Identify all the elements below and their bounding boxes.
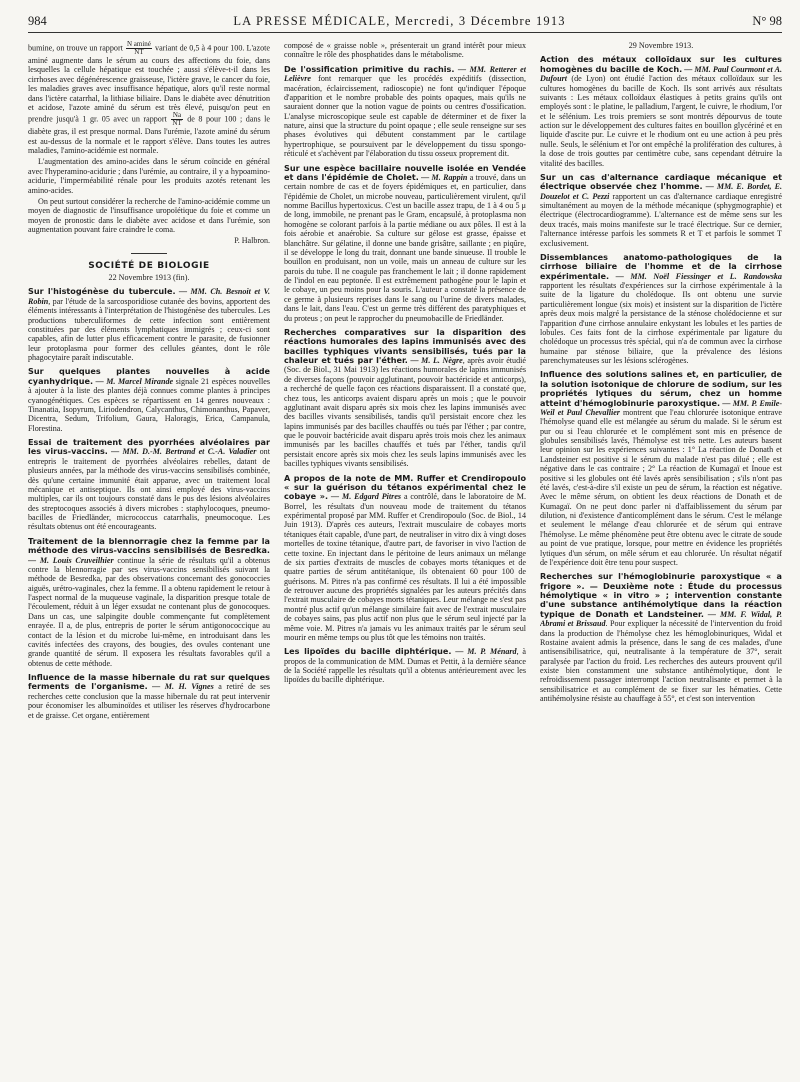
article-text: a contrôlé, dans le laboratoire de M. Borrel, les résultats d'un nouveau mode de traitement du tétanos expérimental proposé par MM. Ruffer et Crendiropoulo (Soc. de Biol., 14 Juin 1913). D'après ces auteurs, l'extrait musculaire de cobayes morts tétaniques était capable, d'une part, de neutraliser in vitro dix à vingt doses mortelles de toxine tétanique, d'autre part, de favoriser in vivo l'action de cette toxine. En injectant dans le péritoine de leurs animaux un mélange de six parties d'extraits de muscles de cobayes morts tétaniques et de quatre parties de sérum antitétanique, ils obtenaient 60 pour 100 de guérisons. M. Pitres n'a pas confirmé ces résultats. Il lui a été impossible de retrouver aucune des propriétés signalées par les auteurs précités dans l'extrait musculaire de cobayes morts tétaniques. Leur mélange ne s'est pas montré plus actif qu'un mélange similaire fait avec de l'extrait musculaire de cobayes sains, pas plus actif non plus que le sérum seul injecté par la même voie. M. Pitres n'a jamais vu les animaux traités par le sérum seul mourir en même temps ou plus tôt que les témoins non traités. bbox=[284, 492, 526, 642]
article-title: Influence des solutions salines et, en particulier, de la solution isotonique de chlorure de sodium, sur les propriétés lytiques du sérum, chez un homme atteint d'hémoglobinurie paroxystique. bbox=[540, 369, 782, 408]
article-authors: — MM. P. Emile-Weil et Paul Chevallier bbox=[540, 398, 782, 417]
divider bbox=[131, 253, 167, 254]
article-text: signale 21 espèces nouvelles à ajouter à la liste des plantes déjà connues comme plantes à principes cyanogénétiques. Ces espèces se répartissent en 14 genres nouveaux : Tinanatia, Isopyrum, Liriodendron, Calycanthus, Chimonanthus, Papaver, Dicentra, Sedum, Trifolium, Gaura, Haloragis, Erica, Campanula, Florestina. bbox=[28, 376, 270, 433]
article bbox=[284, 164, 526, 323]
article-body bbox=[28, 673, 270, 720]
text-columns bbox=[28, 41, 782, 1081]
fraction-denominator: NT bbox=[134, 48, 144, 56]
article-title: Sur une espèce bacillaire nouvelle isolée en Vendée et dans l'épidémie de Cholet. bbox=[284, 162, 526, 182]
article-title: Sur quelques plantes nouvelles à acide cyanhydrique. bbox=[28, 366, 270, 386]
fraction-na-nt bbox=[171, 112, 182, 127]
article-body bbox=[28, 367, 270, 433]
article bbox=[540, 572, 782, 703]
article bbox=[284, 65, 526, 159]
article-text: rapportent les résultats d'expériences sur la cirrhose expérimentale à la suite de la ligature du cholédoque. Ils ont obtenu une survie particulièrement longue (six mois) et insistent sur la disparition de l'ictère après deux mois malgré la persistance de la sténose cholédocienne et sur l'apparition d'une cirrhose annulaire enkystant les lobules et les parties de lobules. Ces faits font de la cirrhose expérimentale par ligature du cholédoque un processus très spécial, qui n'a de commun avec la cirrhose humaine par sténose biliaire, que la prévalence des lésions parenchymateuses sur les lésions sclérogènes. bbox=[540, 281, 782, 365]
article-text: . Pour expliquer la nécessité de l'intervention du froid dans la production de l'hémolyse chez les hémoglobinuriques, Widal et Rostaine avaient admis la présence, dans le sang de ces malades, d'une antisensibilisatrice, qui, neutralisante à la température de 37°, serait paralysée par l'action du froid. Les recherches des auteurs prouvent qu'il existe bien constamment une substance antihémolytique, dont le refroidissement passager interrompt l'action neutralisante et permet à la sensibilisatrice et au complément de se fixer sur les hématies. Cette antihémolysine résiste au chauffage à 55°, et c'est son intervention bbox=[540, 619, 782, 704]
article-body bbox=[540, 173, 782, 248]
article-body bbox=[540, 55, 782, 168]
article-authors: — MM. Retterer et Lelièvre bbox=[284, 64, 526, 84]
column-3 bbox=[540, 41, 782, 1081]
issue-number: N° 98 bbox=[752, 14, 782, 28]
author-signature: P. Halbron. bbox=[234, 236, 270, 246]
intro-text-a: bumine, on trouve un rapport bbox=[28, 43, 123, 53]
article-body bbox=[284, 65, 526, 159]
article-authors: — M. Edgard Pitres bbox=[331, 492, 402, 502]
article-authors: — M. Marcel Mirande bbox=[95, 376, 174, 386]
article-authors: — M. Louis Cruveilhier bbox=[28, 555, 114, 565]
article bbox=[284, 328, 526, 469]
article-body bbox=[28, 537, 270, 668]
article-title: Les lipoïdes du bacille diphtérique. bbox=[284, 646, 452, 657]
article bbox=[28, 367, 270, 433]
session-date: 29 Novembre 1913. bbox=[628, 41, 694, 50]
article-title: Sur l'histogénèse du tubercule. bbox=[28, 286, 176, 297]
journal-title: LA PRESSE MÉDICALE, Mercredi, 3 Décembre 1913 bbox=[233, 14, 566, 28]
article-text: , après avoir étudié (Soc. de Biol., 31 Mai 1913) les réactions humorales de lapins immunisés de diverses façons (pouvoir agglutinant, pouvoir bactéricide et anticorps), a recherché de quelle façon ces réactions disparaissent. Il a constaté que, chez tous, les anticorps avaient disparu après un mois ; que le pouvoir agglutinant avait disparu après six mois chez les lapins immunisés avec des bacilles vivants sensibilisés, tandis qu'il persistait encore chez les lapins immunisés par des bacilles chauffés ou tués par l'éther ; par contre, que le pouvoir bactéricide avait disparu après trois mois chez les animaux immunisés par les bacilles chauffés et tués par l'éther, tandis qu'il persistait encore après six mois chez les seuls lapins immunisés avec les bacilles typhiques vivants sensibilisés. bbox=[284, 356, 526, 469]
article-body bbox=[284, 647, 526, 685]
intro-text-c: de 8 pour 100 ; dans le diabète gras, il est presque normal. Dans l'urémie, l'azote aminé du sérum est au-dessus de la normale et le rapport s'élève. Dans toutes les autres maladies, l'amino-acidémie est normale. bbox=[28, 114, 270, 155]
article-text: continue la série de résultats qu'il a obtenus contre la blennorragie par ses virus-vaccins sensibilisés suivant la méthode de Besredka, par des observations concernant des gonococcies aiguës, urétro-vaginales, chez la femme. Il a obtenu rapidement le retour à l'aspect normal de la muqueuse vaginale, la disparition presque totale de l'écoulement, réduit à un léger exsudat ne contenant plus de gonocoques. Dans un cas, une salpingite double commençante fut complètement enrayée. Il a, de plus, entrepris de porter le sérum antigonococcique au contact de la lésion et du microbe lui-même, en introduisant dans les cavités infectées des crayons, des bougies, des ovules contenant une grande quantité de sérum. Il exposera les résultats favorables qu'il a obtenus de cette méthode. bbox=[28, 555, 270, 668]
column-1 bbox=[28, 41, 270, 1081]
continued-paragraph: composé de « graisse noble », présenterait un grand intérêt pour mieux connaître le rôle des phosphatides dans le métabolisme. bbox=[284, 41, 526, 60]
article-text: a retiré de ses recherches cette conclusion que la masse hibernale du rat peut intervenir pour économiser les albuminoïdes et utiliser les réserves d'hydrocarbone et de graisse. Cet organe, entièrement bbox=[28, 682, 270, 720]
fraction-numerator: Na bbox=[172, 111, 182, 120]
article-list bbox=[540, 55, 782, 703]
article-authors: — M. P. Ménard bbox=[455, 647, 517, 657]
fraction-numerator: N aminé bbox=[127, 41, 151, 48]
article-authors: — MM. E. Bordet, E. Douzelot et C. Pezzi bbox=[540, 182, 782, 201]
fraction-n-amine-nt bbox=[126, 41, 152, 56]
article-body bbox=[540, 370, 782, 567]
article bbox=[540, 173, 782, 248]
fraction-denominator: NT bbox=[172, 119, 182, 128]
article bbox=[540, 253, 782, 366]
article-body bbox=[28, 287, 270, 362]
article-title: Action des métaux colloïdaux sur les cultures homogènes du bacille de Koch. bbox=[540, 54, 782, 74]
section-title: SOCIÉTÉ DE BIOLOGIE bbox=[88, 260, 210, 271]
article bbox=[28, 537, 270, 668]
article bbox=[28, 287, 270, 362]
article-text: rapportent un cas d'alternance cardiaque enregistré simultanément au moyen de la méthode mécanique (sphygmographie) et électrique (électrocardiogramme). L'alternance est de même sens sur les deux tracés, mais moins manifeste sur le tracé électrique. Sur ce dernier, l'alternance intéresse parfois les sommets R et T et parfois le sommet T exclusivement. bbox=[540, 191, 782, 248]
article-title: Recherches comparatives sur la disparition des réactions humorales des lapins immunisés avec des bacilles typhiques vivants sensibilisés, tués par la chaleur et tués par l'éther. bbox=[284, 326, 526, 365]
article-title: A propos de la note de MM. Ruffer et Crendiropoulo « sur la guérison du tétanos expérimental chez le cobaye ». bbox=[284, 472, 526, 502]
article-authors: — MM. D.-M. Bertrand et C.-A. Valadier bbox=[111, 447, 257, 457]
article bbox=[540, 55, 782, 168]
article-title: Recherches sur l'hémoglobinurie paroxystique « a frigore ». — Deuxième note : Étude du processus hémolytique « in vitro » ; intervention constante d'une substance antihémolytique dans la réaction typique de Donath et Landsteiner. bbox=[540, 571, 782, 619]
article-title: Essai de traitement des pyorrhées alvéolaires par les virus-vaccins. bbox=[28, 437, 270, 457]
article bbox=[284, 474, 526, 643]
column-2 bbox=[284, 41, 526, 1081]
article-text: (de Lyon) ont étudié l'action des métaux colloïdaux sur les cultures homogènes du bacille de Koch. Ils sont arrivés aux résultats suivants : Les métaux colloïdaux élastiques à petits grains qu'ils ont employés sont : le platine, le palladium, l'argent, le cuivre, le rhodium, l'or et le sélénium. Les trois premiers se sont montrés dépourvus de toute action sur le développement des cultures faites en bouillon glycériné et en liquide d'ascite pur. Le cuivre et le rhodium ont eu une action à peu près nulle. Seuls, le sélénium et l'or ont empêché la prolifération des cultures, à la dose de trois gouttes par centimètre cube, sans cependant détruire la vitalité des bacilles. bbox=[540, 74, 782, 168]
article-authors: — MM. Ch. Besnoit et V. Robin bbox=[28, 287, 270, 306]
article-text: montrent que l'eau chlorurée isotonique entrave l'hémolyse quand elle est mélangée au sérum du malade. Si le sérum est pur ou si l'eau chlorurée et le complément sont mis en présence de globules sensibilisés lavés, l'hémolyse est très nette. Les auteurs basent leur opinion sur les expériences suivantes : 1° La réaction de Donath et Landsteiner est positive si le sérum du malade n'est pas dilué ; elle est négative dans le cas contraire ; 2° La réaction de Kumagaï et Inoue est positive si les globules ont été lavés après sensibilisation ; s'ils n'ont pas été lavés, c'est-à-dire s'il existe un peu de sérum, la réaction est négative. Avec le même sérum, on obtient les deux réactions de Donath et de Kumagaï. On ne peut donc parler ni d'affaiblissement du sérum par dilution, ni d'existence d'anticomplément dans le sérum. C'est le mélange et seulement le mélange d'eau chlorurée et de sérum qui entrave l'hémolyse. Le même phénomène peut être obtenu avec le citrate de soude au point de vue pratique, lorsque, pour mettre en évidence les propriétés lytiques d'un sérum, on mêle sérum et eau chlorurée. Un résultat négatif de l'expérience doit être tenu pour suspect. bbox=[540, 407, 782, 567]
article-title: De l'ossification primitive du rachis. bbox=[284, 63, 455, 74]
page-number: 984 bbox=[28, 14, 47, 28]
section-date: 22 Novembre 1913 (fin). bbox=[108, 273, 190, 283]
article bbox=[28, 673, 270, 720]
article-body bbox=[284, 474, 526, 643]
article bbox=[28, 438, 270, 532]
article-text: , à propos de la communication de MM. Dumas et Pettit, à la dernière séance de la Société rappelle les résultats qu'il a obtenus antérieurement avec les lipoïdes du bacille diphtérique. bbox=[284, 647, 526, 685]
article bbox=[284, 647, 526, 685]
article bbox=[540, 370, 782, 567]
page-header bbox=[28, 14, 782, 33]
paragraph: L'augmentation des amino-acides dans le sérum coïncide en général avec l'hyperamino-acidurie ; dans l'urémie, au contraire, il y a hypoamino-acidurie, l'imperméabilité rénale pour les produits azotés retenant les amino-acides. bbox=[28, 157, 270, 195]
article-authors: — M. H. Vignes bbox=[152, 682, 214, 692]
article-title: Dissemblances anatomo-pathologiques de la cirrhose biliaire de l'homme et de la cirrhose expérimentale. bbox=[540, 251, 782, 281]
paragraph: On peut surtout considérer la recherche de l'amino-acidémie comme un moyen de diagnostic de l'insuffisance uropoïétique du foie et comme un moyen de pronostic dans le diabète avec acidose et dans l'urémie, son augmentation pouvant faire craindre le coma. bbox=[28, 196, 270, 234]
article-body bbox=[284, 164, 526, 323]
article-text: a trouvé, dans un certain nombre de cas et de foyers épidémiques et, en particulier, dans l'épidémie de Cholet, un microbe nouveau, particulièrement virulent, qu'il nomme Bacillus hypertoxicus. C'est un bacille assez trapu, de 1 à 4 ou 5 μ de long, immobile, ne prenant pas le Gram, encapsulé, à protoplasma non homogène se colorant parfois à la partie médiane ou aux pôles. Il est à la fois aérobie et anaérobie. Sa culture sur gélose est grasse, épaisse et blanchâtre. Sur gélatine, il donne une bande grisâtre, saillante ; en piqûre, il se développe le long du trait, donnant une bande sinueuse. Il trouble le bouillon en produisant, non un voile, mais un anneau de culture sur les parois du tube. Il ne coagule pas franchement le lait ; il donne rapidement de l'indol en eau peptonée. Il est extrêmement pathogène pour le lapin et le cobaye, un peu moins pour la souris. L'auteur a constaté la présence de ce germe à plusieurs reprises dans le sang ou l'urine de divers malades, dans le lait, dans l'eau. C'est un germe très différent des paratyphiques et du proteus ; on peut le rapprocher du pneumobacille de Friedländer. bbox=[284, 172, 526, 323]
article-authors: — MM. Noël Fiessinger et L. Randowska bbox=[615, 271, 782, 281]
article-text: ont entrepris le traitement de pyorrhées alvéolaires rebelles, datant de plusieurs années, par la méthode des virus-vaccins sensibilisés combinée, dès qu'une certaine immunité était apparue, avec un traitement local mécanique et antiseptique. Ils ont ainsi employé des virus-vaccins multiples, car ils ont toujours constaté dans le pus des lésions alvéolaires des streptocoques associés à divers microbes : staphylocoques, pneumo-bacilles de Friedländer, micrococcus catarrhalis, pneumocoque. Les résultats obtenus ont été encourageants. bbox=[28, 447, 270, 532]
article-text: font remarquer que les procédés expéditifs (dissection, macération, éclaircissement, radioscopie) ne font qu'indiquer l'époque d'apparition et le nombre probable des points opaques, mais qu'ils ne sauraient donner que la notion vague de points ou centres d'ossification. L'analyse microscopique seule est capable de déterminer et de fixer la nature, ainsi que la structure du point opaque ; elle seule renseigne sur ses phases évolutives qui débutent constamment par le cartilage hypertrophique, se poursuivent par le développement du tissu spongo-réticulé et s'achèvent par l'élaboration du tissu osseux proprement dit. bbox=[284, 74, 526, 159]
article-authors: — MM. F. Widal, P. Abrami et Brissaud bbox=[540, 609, 782, 629]
article-authors: — M. Rappin bbox=[421, 172, 468, 182]
article-authors: — MM. Paul Courmont et A. Dufourt bbox=[540, 64, 782, 84]
article-body bbox=[540, 572, 782, 703]
intro-text-b: variant de 0,5 à 4 pour 100. L'azote aminé augmente dans le sérum au cours des affections du foie, dans lesquelles la cellule hépatique est touchée ; aussi s'élève-t-il dans les cirrhoses avec dégénérescence graisseuse, l'ictère grave, le cancer du foie, les maladies graves avec insuffisance hépatique, alors qu'il reste normal dans l'ictère catarrhal, la lithiase biliaire. Dans le diabète avec dénutrition et acidose, l'azote aminé du sérum est très élevé, puisqu'on peut en prendre jusqu'à 1 gr. 05 avec un rapport bbox=[28, 43, 270, 124]
article-authors: — M. L. Nègre bbox=[410, 356, 463, 365]
article-title: Sur un cas d'alternance cardiaque mécanique et électrique observée chez l'homme. bbox=[540, 171, 782, 192]
article-body bbox=[540, 253, 782, 366]
article-body bbox=[28, 438, 270, 532]
article-title: Traitement de la blennorragie chez la femme par la méthode des virus-vaccins sensibilisés de Besredka. bbox=[28, 535, 270, 556]
intro-paragraph bbox=[28, 41, 270, 155]
article-body bbox=[284, 328, 526, 469]
article-list bbox=[28, 287, 270, 720]
article-text: , par l'étude de la sarcosporidiose cutanée des bovins, apportent des éléments intéressants à l'interprétation de l'histogénèse des tubercules. Les productions tuberculiformes de cette infection sont entièrement constituées par des éléments lymphatiques immigrés ; ceux-ci sont capables, afin de lutter plus efficacement contre le parasite, de fusionner leur protoplasma pour former des cellules géantes, dont le rôle phagocytaire paraît indiscutable. bbox=[28, 296, 270, 363]
article-title: Influence de la masse hibernale du rat sur quelques ferments de l'organisme. bbox=[28, 672, 270, 692]
article-list bbox=[284, 65, 526, 685]
